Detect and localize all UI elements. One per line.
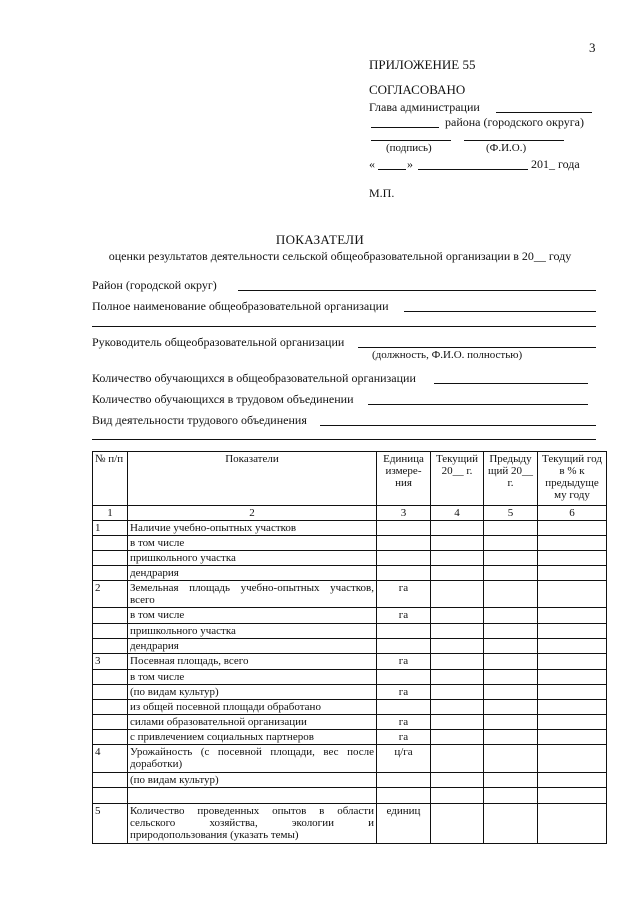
row-indicator	[128, 788, 377, 804]
header-unit: Единица измере- ния	[377, 452, 431, 506]
header-indicators: Показатели	[128, 452, 377, 506]
row-unit: га	[377, 608, 431, 624]
row-current-value[interactable]	[431, 639, 484, 654]
row-previous-value[interactable]	[484, 551, 538, 566]
table-row	[93, 804, 607, 844]
table-row	[93, 715, 607, 730]
row-num: 1	[93, 521, 128, 536]
row-previous-value[interactable]	[484, 715, 538, 730]
col-number-6: 6	[538, 506, 607, 521]
row-unit: ц/га	[377, 745, 431, 773]
row-unit: га	[377, 581, 431, 608]
union-students-label: Количество обучающихся в трудовом объединении	[92, 392, 354, 406]
row-unit: га	[377, 730, 431, 745]
row-num	[93, 639, 128, 654]
row-indicator: дендрария	[128, 566, 377, 581]
activity-type-label: Вид деятельности трудового объединения	[92, 413, 307, 427]
row-previous-value[interactable]	[484, 788, 538, 804]
row-previous-value[interactable]	[484, 700, 538, 715]
union-students-line[interactable]	[368, 404, 588, 405]
row-indicator: силами образовательной организации	[128, 715, 377, 730]
row-previous-value[interactable]	[484, 654, 538, 670]
row-percent-value[interactable]	[538, 581, 607, 608]
row-current-value[interactable]	[431, 685, 484, 700]
row-current-value[interactable]	[431, 730, 484, 745]
row-num: 3	[93, 654, 128, 670]
district-field-label: Район (городской округ)	[92, 278, 217, 292]
table-row	[93, 788, 607, 804]
row-previous-value[interactable]	[484, 521, 538, 536]
signature-line	[371, 140, 451, 141]
row-num	[93, 788, 128, 804]
activity-type-line[interactable]	[320, 425, 596, 426]
head-admin-line	[496, 112, 592, 113]
table-row	[93, 639, 607, 654]
row-previous-value[interactable]	[484, 608, 538, 624]
row-unit: га	[377, 685, 431, 700]
row-indicator: (по видам культур)	[128, 685, 377, 700]
row-num	[93, 624, 128, 639]
row-percent-value[interactable]	[538, 670, 607, 685]
row-num: 4	[93, 745, 128, 773]
agreed-label: СОГЛАСОВАНО	[369, 82, 466, 97]
row-current-value[interactable]	[431, 715, 484, 730]
org-name-field-line-2[interactable]	[92, 326, 596, 327]
row-percent-value[interactable]	[538, 624, 607, 639]
row-previous-value[interactable]	[484, 639, 538, 654]
row-num: 5	[93, 804, 128, 844]
header-percent: Текущий год в % к предыдуще му году	[538, 452, 607, 506]
row-indicator: в том числе	[128, 536, 377, 551]
table-row	[93, 624, 607, 639]
row-indicator: пришкольного участка	[128, 551, 377, 566]
activity-type-line-2[interactable]	[92, 439, 596, 440]
table-row	[93, 685, 607, 700]
row-percent-value[interactable]	[538, 536, 607, 551]
page-number: 3	[589, 40, 596, 55]
row-previous-value[interactable]	[484, 773, 538, 788]
row-indicator: пришкольного участка	[128, 624, 377, 639]
row-previous-value[interactable]	[484, 685, 538, 700]
table-row	[93, 670, 607, 685]
row-unit: га	[377, 654, 431, 670]
row-current-value[interactable]	[431, 608, 484, 624]
head-field-caption: (должность, Ф.И.О. полностью)	[372, 349, 523, 361]
table-row	[93, 581, 607, 608]
row-current-value[interactable]	[431, 773, 484, 788]
table-row	[93, 730, 607, 745]
header-previous: Предыду щий 20__ г.	[484, 452, 538, 506]
row-percent-value[interactable]	[538, 639, 607, 654]
table-row	[93, 521, 607, 536]
row-percent-value[interactable]	[538, 804, 607, 844]
row-current-value[interactable]	[431, 654, 484, 670]
row-percent-value[interactable]	[538, 521, 607, 536]
org-name-field-line[interactable]	[404, 311, 596, 312]
row-percent-value[interactable]	[538, 551, 607, 566]
row-percent-value[interactable]	[538, 608, 607, 624]
table-row	[93, 608, 607, 624]
header-row	[93, 452, 607, 506]
row-num	[93, 773, 128, 788]
date-quote-close: »	[407, 157, 413, 171]
org-name-field-label: Полное наименование общеобразовательной организации	[92, 299, 389, 313]
row-num	[93, 551, 128, 566]
row-previous-value[interactable]	[484, 566, 538, 581]
row-unit: единиц	[377, 804, 431, 844]
row-percent-value[interactable]	[538, 745, 607, 773]
row-previous-value[interactable]	[484, 745, 538, 773]
row-indicator: с привлечением социальных партнеров	[128, 730, 377, 745]
header-num: № п/п	[93, 452, 128, 506]
row-previous-value[interactable]	[484, 730, 538, 745]
row-num	[93, 670, 128, 685]
row-indicator: из общей посевной площади обработано	[128, 700, 377, 715]
row-indicator: в том числе	[128, 670, 377, 685]
row-unit	[377, 521, 431, 536]
row-previous-value[interactable]	[484, 624, 538, 639]
table-row	[93, 654, 607, 670]
row-current-value[interactable]	[431, 804, 484, 844]
row-indicator: Наличие учебно-опытных участков	[128, 521, 377, 536]
row-unit	[377, 773, 431, 788]
date-month-line	[418, 169, 528, 170]
row-num	[93, 536, 128, 551]
row-current-value[interactable]	[431, 566, 484, 581]
head-field-line[interactable]	[358, 347, 596, 348]
indicators-table	[92, 451, 607, 844]
students-count-label: Количество обучающихся в общеобразовательной организации	[92, 371, 416, 385]
row-unit: га	[377, 715, 431, 730]
row-previous-value[interactable]	[484, 581, 538, 608]
row-unit	[377, 566, 431, 581]
appendix-label: ПРИЛОЖЕНИЕ 55	[369, 57, 476, 72]
row-current-value[interactable]	[431, 521, 484, 536]
row-unit	[377, 700, 431, 715]
row-percent-value[interactable]	[538, 773, 607, 788]
date-year: 201_ года	[531, 157, 580, 171]
table-row	[93, 536, 607, 551]
column-number-row	[93, 506, 607, 521]
row-previous-value[interactable]	[484, 670, 538, 685]
fio-line	[464, 140, 564, 141]
row-percent-value[interactable]	[538, 700, 607, 715]
table-row	[93, 551, 607, 566]
col-number-4: 4	[431, 506, 484, 521]
row-current-value[interactable]	[431, 624, 484, 639]
row-percent-value[interactable]	[538, 566, 607, 581]
stamp-label: М.П.	[369, 186, 395, 200]
row-num	[93, 715, 128, 730]
row-indicator: Посевная площадь, всего	[128, 654, 377, 670]
row-current-value[interactable]	[431, 670, 484, 685]
signature-caption: (подпись)	[386, 142, 432, 154]
row-unit	[377, 536, 431, 551]
row-num	[93, 566, 128, 581]
row-percent-value[interactable]	[538, 715, 607, 730]
row-indicator: (по видам культур)	[128, 773, 377, 788]
table-row	[93, 700, 607, 715]
fio-caption: (Ф.И.О.)	[486, 142, 527, 154]
table-row	[93, 745, 607, 773]
row-current-value[interactable]	[431, 551, 484, 566]
row-percent-value[interactable]	[538, 654, 607, 670]
head-admin-label: Глава администрации	[369, 100, 480, 114]
row-unit	[377, 670, 431, 685]
head-field-label: Руководитель общеобразовательной организации	[92, 335, 345, 349]
row-unit	[377, 624, 431, 639]
header-current: Текущий 20__ г.	[431, 452, 484, 506]
district-field-line[interactable]	[238, 290, 596, 291]
date-quote-open: «	[369, 157, 375, 171]
col-number-3: 3	[377, 506, 431, 521]
row-num: 2	[93, 581, 128, 608]
row-current-value[interactable]	[431, 745, 484, 773]
row-unit	[377, 551, 431, 566]
document-title: ПОКАЗАТЕЛИ	[275, 232, 365, 247]
row-indicator: Урожайность (с посевной площади, вес после доработки)	[128, 745, 377, 773]
row-unit	[377, 788, 431, 804]
table-row	[93, 773, 607, 788]
col-number-1: 1	[93, 506, 128, 521]
row-indicator: в том числе	[128, 608, 377, 624]
row-previous-value[interactable]	[484, 536, 538, 551]
students-count-line[interactable]	[434, 383, 588, 384]
row-num	[93, 685, 128, 700]
district-line	[371, 127, 439, 128]
row-percent-value[interactable]	[538, 685, 607, 700]
col-number-5: 5	[484, 506, 538, 521]
row-previous-value[interactable]	[484, 804, 538, 844]
row-current-value[interactable]	[431, 536, 484, 551]
date-day-line	[378, 169, 406, 170]
row-current-value[interactable]	[431, 581, 484, 608]
row-num	[93, 730, 128, 745]
row-num	[93, 608, 128, 624]
table-row	[93, 566, 607, 581]
row-unit	[377, 639, 431, 654]
row-indicator: Земельная площадь учебно-опытных участков, всего	[128, 581, 377, 608]
col-number-2: 2	[128, 506, 377, 521]
row-current-value[interactable]	[431, 788, 484, 804]
row-percent-value[interactable]	[538, 730, 607, 745]
document-subtitle: оценки результатов деятельности сельской общеобразовательной организации в 20__ году	[108, 249, 572, 263]
row-indicator: Количество проведенных опытов в области сельского хозяйства, экологии и природопользования (указать темы)	[128, 804, 377, 844]
row-current-value[interactable]	[431, 700, 484, 715]
row-indicator: дендрария	[128, 639, 377, 654]
row-percent-value[interactable]	[538, 788, 607, 804]
district-label: района (городского округа)	[445, 115, 584, 129]
row-num	[93, 700, 128, 715]
